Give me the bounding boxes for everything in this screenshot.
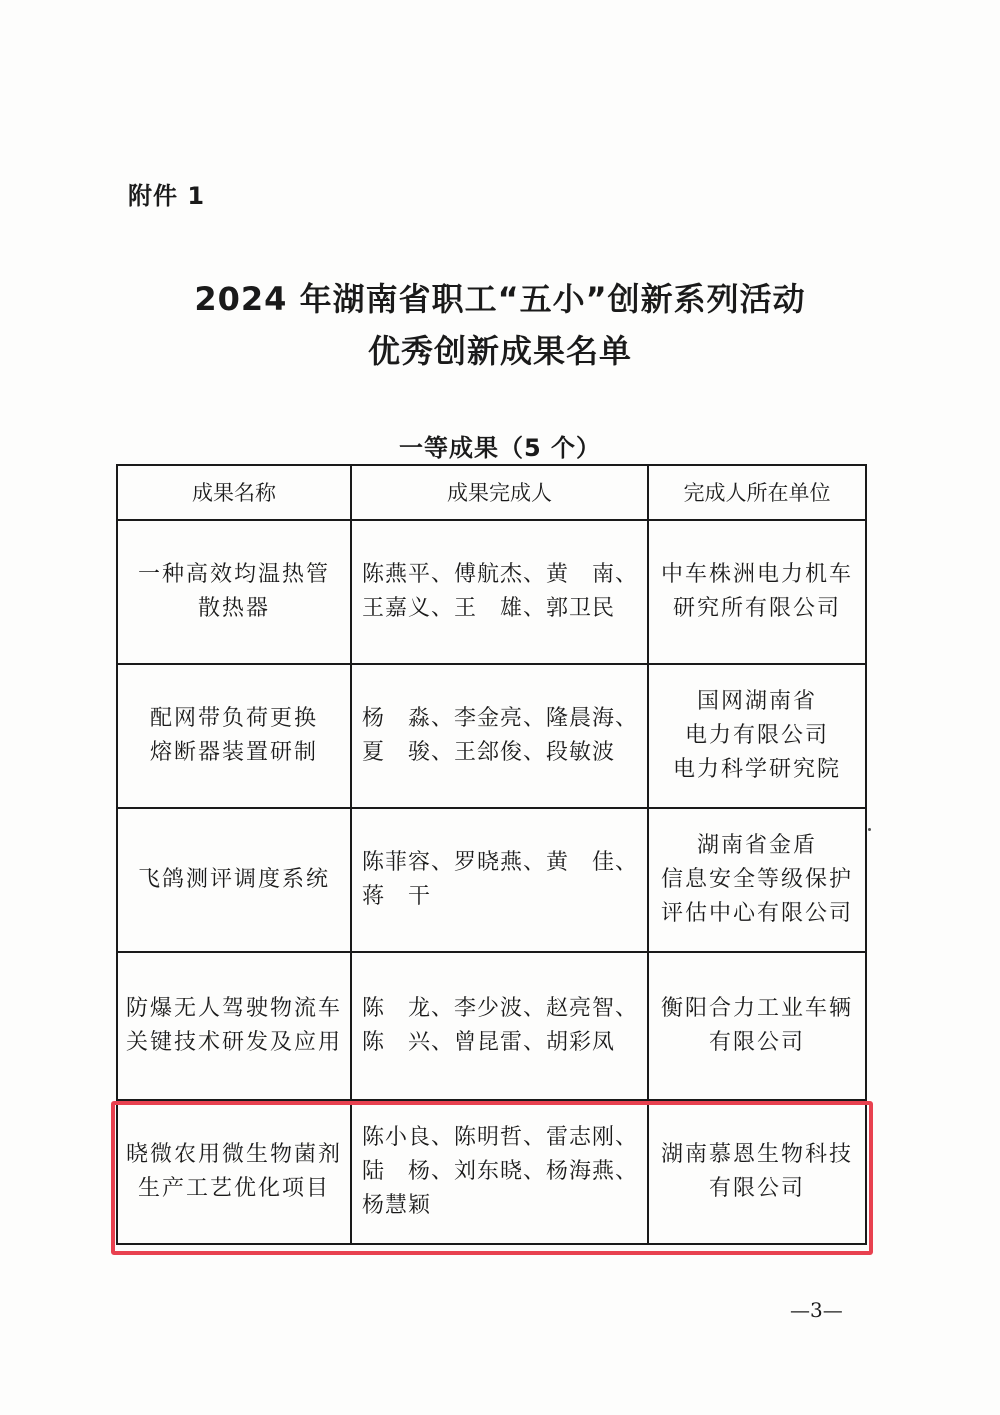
completers-line: 夏 骏、王郐俊、段敏波 (362, 740, 616, 765)
completers-cell (351, 520, 648, 664)
completers-cell (351, 1100, 648, 1244)
table-row (117, 664, 866, 808)
document-title-line-2: 优秀创新成果名单 (367, 332, 632, 370)
results-table (116, 464, 867, 1245)
unit-cell (648, 952, 866, 1100)
achievement-name-cell (117, 1100, 351, 1244)
achievement-name-line: 配网带负荷更换 (149, 706, 318, 731)
unit-line: 有限公司 (708, 1030, 805, 1055)
achievement-name-cell (117, 520, 351, 664)
achievement-name-line: 飞鸽测评调度系统 (137, 867, 330, 892)
column-header-name: 成果名称 (117, 465, 351, 520)
completers-line: 王嘉义、王 雄、郭卫民 (362, 596, 616, 621)
unit-line: 湖南慕恩生物科技 (660, 1142, 853, 1167)
completers-line: 陈菲容、罗晓燕、黄 佳、 (362, 850, 639, 875)
unit-line: 湖南省金盾 (696, 833, 817, 858)
completers-line: 杨 淼、李金亮、隆晨海、 (362, 706, 639, 731)
section-heading: 一等成果（5 个） (398, 434, 602, 462)
completers-line: 陈小良、陈明哲、雷志刚、 (362, 1125, 639, 1150)
completers-line: 陈 龙、李少波、赵亮智、 (362, 996, 639, 1021)
achievement-name-line: 一种高效均温热管 (137, 562, 330, 587)
unit-line: 国网湖南省 (696, 689, 817, 714)
achievement-name-cell (117, 952, 351, 1100)
scan-speck (868, 828, 871, 831)
column-header-people: 成果完成人 (351, 465, 648, 520)
achievement-name-line: 生产工艺优化项目 (137, 1176, 330, 1201)
unit-line: 评估中心有限公司 (660, 901, 853, 926)
completers-cell (351, 664, 648, 808)
unit-line: 研究所有限公司 (672, 596, 841, 621)
unit-line: 衡阳合力工业车辆 (660, 996, 853, 1021)
unit-line: 电力有限公司 (684, 723, 829, 748)
achievement-name-cell (117, 808, 351, 952)
unit-line: 电力科学研究院 (672, 757, 841, 782)
completers-line: 陈 兴、曾昆雷、胡彩凤 (362, 1030, 616, 1055)
unit-cell (648, 664, 866, 808)
document-title-line-1: 2024 年湖南省职工“五小”创新系列活动 (194, 280, 806, 318)
unit-line: 中车株洲电力机车 (660, 562, 853, 587)
completers-cell (351, 952, 648, 1100)
achievement-name-line: 晓微农用微生物菌剂 (126, 1142, 343, 1167)
table-row-highlighted (117, 1100, 866, 1244)
unit-cell (648, 520, 866, 664)
achievement-name-line: 熔断器装置研制 (149, 740, 318, 765)
table-row (117, 808, 866, 952)
completers-line: 陈燕平、傅航杰、黄 南、 (362, 562, 639, 587)
page-number: —3— (790, 1298, 843, 1322)
achievement-name-cell (117, 664, 351, 808)
table-header-row (117, 465, 866, 520)
achievement-name-line: 散热器 (197, 596, 270, 621)
completers-line: 陆 杨、刘东晓、杨海燕、 (362, 1159, 639, 1184)
unit-line: 有限公司 (708, 1176, 805, 1201)
completers-cell (351, 808, 648, 952)
unit-cell (648, 1100, 866, 1244)
unit-cell (648, 808, 866, 952)
column-header-unit: 完成人所在单位 (648, 465, 866, 520)
table-row (117, 520, 866, 664)
achievement-name-line: 防爆无人驾驶物流车 (126, 996, 343, 1021)
completers-line: 杨慧颖 (362, 1193, 432, 1218)
table-row (117, 952, 866, 1100)
achievement-name-line: 关键技术研发及应用 (126, 1030, 343, 1055)
completers-line: 蒋 干 (362, 884, 432, 909)
unit-line: 信息安全等级保护 (660, 867, 853, 892)
attachment-label: 附件 1 (128, 182, 206, 210)
